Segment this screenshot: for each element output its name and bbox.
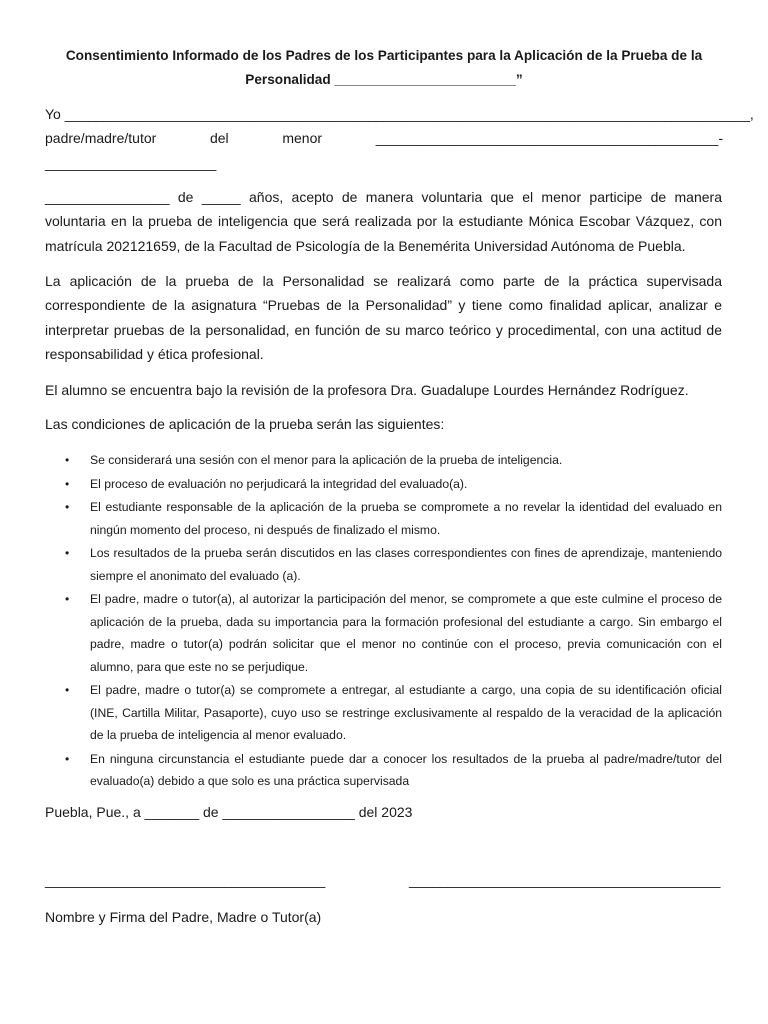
- list-item: [45, 542, 722, 587]
- date-line: Puebla, Pue., a _______ de _________________ del 2023: [45, 804, 413, 820]
- supervisor-paragraph: El alumno se encuentra bajo la revisión de la profesora Dra. Guadalupe Lourdes Hernández Rodríguez.: [45, 382, 689, 398]
- consent-paragraph: ________________ de _____ años, acepto de manera voluntaria que el menor participe de manera voluntaria en la prueba de inteligencia que será realizada por la estudiante Mónica Escobar Vázquez, con matrícula 202121659, de la Facultad de Psicología de la Benemérita Universidad Autónoma de Puebla.: [45, 189, 722, 254]
- bullet-icon: •: [65, 453, 70, 467]
- tutor-label: padre/madre/tutor: [45, 130, 157, 146]
- document-title: [45, 44, 723, 92]
- signature-line-left: ____________________________________: [45, 872, 326, 888]
- signature-line-right: ________________________________________: [409, 872, 721, 888]
- bullet-icon: •: [65, 592, 70, 606]
- purpose-paragraph: La aplicación de la prueba de la Personalidad se realizará como parte de la práctica supervisada correspondiente de la asignatura “Pruebas de la Personalidad” y tiene como finalidad aplicar, analizar e interpretar pruebas de la personalidad, en función de su marco teórico y procedimental, con una actitud de responsabilidad y ética profesional.: [45, 273, 722, 362]
- bullet-icon: •: [65, 546, 70, 560]
- title-line-2: Personalidad ________________________”: [245, 72, 523, 87]
- list-item: [45, 588, 722, 678]
- list-item: [45, 679, 722, 747]
- parent-name-line: Yo ________________________________________________________________________________________,: [45, 106, 754, 122]
- bullet-icon: •: [65, 476, 70, 491]
- condition-text: El padre, madre o tutor(a), al autorizar la participación del menor, se compromete a que este culmine el proceso de aplicación de la prueba, dada su importancia para la formación profesional del estudiante a cargo. Sin embargo el padre, madre o tutor(a) podrán solicitar que el menor no continúe con el proceso, previa comunicación con el alumno, para que este no se perjudique.: [90, 592, 722, 674]
- signature-label: Nombre y Firma del Padre, Madre o Tutor(a): [45, 909, 322, 925]
- bullet-icon: •: [65, 683, 70, 697]
- condition-text: El estudiante responsable de la aplicación de la prueba se compromete a no revelar la identidad del evaluado en ningún momento del proceso, ni después de finalizado el mismo.: [90, 500, 722, 537]
- title-line-1: Consentimiento Informado de los Padres de los Participantes para la Aplicación de la Prueba de la: [65, 48, 703, 63]
- bullet-icon: •: [65, 500, 70, 514]
- signature-lines: [45, 872, 722, 892]
- condition-text: Los resultados de la prueba serán discutidos en las clases correspondientes con fines de aprendizaje, manteniendo siempre el anonimato del evaluado (a).: [90, 546, 722, 583]
- condition-text: Se considerará una sesión con el menor para la aplicación de la prueba de inteligencia.: [90, 453, 563, 467]
- list-item: [45, 449, 722, 472]
- list-item: [45, 473, 722, 496]
- conditions-intro: Las condiciones de aplicación de la prueba serán las siguientes:: [45, 416, 445, 432]
- list-item: [45, 496, 722, 541]
- conditions-list: [45, 449, 722, 794]
- bullet-icon: •: [65, 751, 70, 766]
- minor-name-blank-continued: ______________________: [45, 155, 217, 171]
- condition-text: El padre, madre o tutor(a) se compromete a entregar, al estudiante a cargo, una copia de su identificación oficial (INE, Cartilla Militar, Pasaporte), cuyo uso se restringe exclusivamente al respaldo de la veracidad de la aplicación de la prueba de inteligencia al menor evaluado.: [90, 683, 722, 742]
- tutor-line: [45, 127, 723, 149]
- condition-text: El proceso de evaluación no perjudicará la integridad del evaluado(a).: [90, 476, 468, 491]
- menor-label: menor: [282, 130, 323, 146]
- condition-text: En ninguna circunstancia el estudiante puede dar a conocer los resultados de la prueba al padre/madre/tutor del evaluado(a) debido a que solo es una práctica supervisada: [90, 751, 722, 788]
- minor-name-blank: ____________________________________________-: [375, 130, 723, 146]
- list-item: [45, 748, 722, 793]
- del-label: del: [209, 130, 229, 146]
